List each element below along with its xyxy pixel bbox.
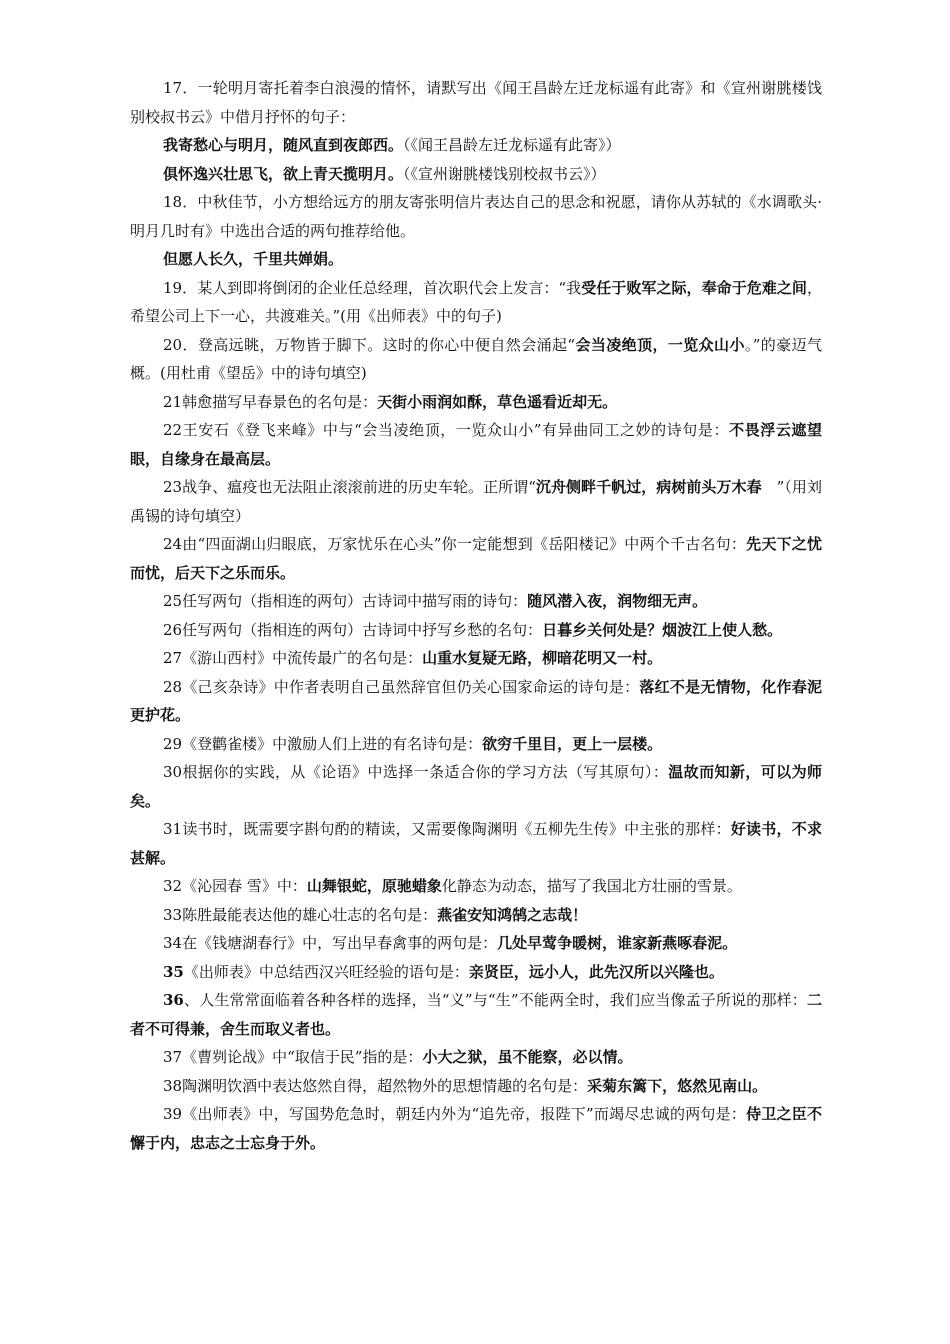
answer-text: 落红不是无情物，化作春泥更护花。 xyxy=(130,677,822,724)
question-item xyxy=(130,473,822,530)
question-text: ，希望公司上下一心，共渡难关。”(用《出师表》中的句子) xyxy=(130,278,822,325)
answer-text: 36 xyxy=(163,991,184,1009)
question-text: 18．中秋佳节，小方想给远方的朋友寄张明信片表达自己的思念和祝愿，请你从苏轼的《水调歌头·明月几时有》中选出合适的两句推荐给他。 xyxy=(130,193,822,240)
question-item xyxy=(130,1072,822,1101)
question-text: 32《沁园春 雪》中： xyxy=(163,877,307,895)
question-item xyxy=(130,160,822,189)
answer-text: 山舞银蛇，原驰蜡象 xyxy=(306,877,442,895)
question-item xyxy=(130,901,822,930)
question-item xyxy=(130,644,822,673)
question-text: 化静态为动态，描写了我国北方壮丽的雪景。 xyxy=(441,877,742,895)
question-item xyxy=(130,274,822,331)
question-text: 19．某人到即将倒闭的企业任总经理，首次职代会上发言：“我 xyxy=(163,278,582,297)
question-text: 28《己亥杂诗》中作者表明自己虽然辞官但仍关心国家命运的诗句是： xyxy=(163,677,640,696)
question-item xyxy=(130,958,822,987)
question-text: 37《曹刿论战》中“取信于民”指的是： xyxy=(163,1048,423,1066)
question-item xyxy=(130,74,822,131)
question-text: 29《登鹳雀楼》中激励人们上进的有名诗句是： xyxy=(163,734,483,753)
question-item xyxy=(130,388,822,417)
question-text: 23战争、瘟疫也无法阻止滚滚前进的历史车轮。正所谓“ xyxy=(163,478,536,496)
answer-text: 天街小雨润如酥，草色遥看近却无。 xyxy=(377,392,618,411)
question-text: 31读书时，既需要字斟句酌的精读，又需要像陶渊明《五柳先生传》中主张的那样： xyxy=(163,820,731,838)
question-item xyxy=(130,758,822,815)
answer-text: 侍卫之臣不懈于内，忠志之士忘身于外。 xyxy=(130,1105,822,1152)
question-item xyxy=(130,416,822,473)
answer-text: 沉舟侧畔千帆过，病树前头万木春 xyxy=(535,478,762,496)
question-item xyxy=(130,331,822,388)
question-text: 39《出师表》中，写国势危急时，朝廷内外为“追先帝，报陛下”而竭尽忠诚的两句是： xyxy=(163,1105,747,1123)
answer-text: 几处早莺争暖树，谁家新燕啄春泥。 xyxy=(497,934,738,952)
answer-text: 日暮乡关何处是？烟波江上使人愁。 xyxy=(542,620,783,639)
question-item xyxy=(130,815,822,872)
question-text: 21韩愈描写早春景色的名句是： xyxy=(163,392,378,411)
question-text: 26任写两句（指相连的两句）古诗词中抒写乡愁的名句： xyxy=(163,620,543,639)
question-text: 27《游山西村》中流传最广的名句是： xyxy=(163,649,423,667)
question-item xyxy=(130,1043,822,1072)
question-item xyxy=(130,673,822,730)
question-item xyxy=(130,1100,822,1157)
question-text: 22王安石《登飞来峰》中与“会当凌绝顶，一览众山小”有异曲同工之妙的诗句是： xyxy=(163,421,730,439)
question-text: 、人生常常面临着各种各样的选择，当“义”与“生”不能两全时，我们应当像孟子所说的那样： xyxy=(183,991,807,1009)
question-item xyxy=(130,587,822,616)
question-item xyxy=(130,929,822,958)
answer-text: 受任于败军之际，奉命于危难之间 xyxy=(581,278,807,297)
question-text: 33陈胜最能表达他的雄心壮志的名句是： xyxy=(163,905,438,924)
answer-text: 二者不可得兼，舍生而取义者也。 xyxy=(130,991,822,1038)
answer-text: 采菊东篱下，悠然见南山。 xyxy=(587,1076,768,1095)
answer-text: 俱怀逸兴壮思飞，欲上青天揽明月。 xyxy=(163,164,404,183)
question-item xyxy=(130,245,822,274)
question-text: 。”的豪迈气概。(用杜甫《望岳》中的诗句填空) xyxy=(130,335,822,382)
answer-text: 小大之狱，虽不能察，必以情。 xyxy=(422,1048,633,1066)
answer-text: 燕雀安知鸿鹄之志哉！ xyxy=(437,905,588,924)
question-text: 17．一轮明月寄托着李白浪漫的情怀，请默写出《闻王昌龄左迁龙标遥有此寄》和《宣州谢朓楼饯别校叔书云》中借月抒怀的句子： xyxy=(130,79,822,126)
question-item xyxy=(130,616,822,645)
question-item xyxy=(130,188,822,245)
question-text: （《宣州谢朓楼饯别校叔书云》） xyxy=(403,164,606,183)
answer-text: 温故而知新，可以为师矣。 xyxy=(130,763,822,810)
answer-text: 欲穷千里目，更上一层楼。 xyxy=(482,734,663,753)
question-text: 25任写两句（指相连的两句）古诗词中描写雨的诗句： xyxy=(163,592,528,610)
question-text: ”（用刘禹锡的诗句填空） xyxy=(130,478,822,525)
question-text: 24由“四面湖山归眼底，万家忧乐在心头”你一定能想到《岳阳楼记》中两个千古名句： xyxy=(163,535,747,553)
answer-text: 我寄愁心与明月，随风直到夜郎西。 xyxy=(163,136,404,154)
question-item xyxy=(130,530,822,587)
answer-text: 但愿人长久，千里共婵娟。 xyxy=(163,250,344,268)
question-item xyxy=(130,872,822,901)
question-item xyxy=(130,131,822,160)
answer-text: 会当凌绝顶，一览众山小 xyxy=(575,335,745,354)
answer-text: 山重水复疑无路，柳暗花明又一村。 xyxy=(422,649,663,667)
question-text: 38陶渊明饮酒中表达悠然自得，超然物外的思想情趣的名句是： xyxy=(163,1076,588,1095)
question-item xyxy=(130,730,822,759)
answer-text: 35 xyxy=(163,962,184,981)
question-item xyxy=(130,986,822,1043)
question-text: 20．登高远眺，万物皆于脚下。这时的你心中便自然会涌起“ xyxy=(163,335,576,354)
answer-text: 随风潜入夜，润物细无声。 xyxy=(527,592,708,610)
question-text: 34在《钱塘湖春行》中，写出早春禽事的两句是： xyxy=(163,934,498,952)
question-text: 30根据你的实践，从《论语》中选择一条适合你的学习方法（写其原句）： xyxy=(163,763,669,781)
question-text: 《出师表》中总结西汉兴旺经验的语句是： xyxy=(183,962,469,981)
question-list xyxy=(130,74,822,1157)
answer-text: 先天下之忧而忧，后天下之乐而乐。 xyxy=(130,535,822,582)
answer-text: 不畏浮云遮望眼，自缘身在最高层。 xyxy=(130,421,822,468)
answer-text: 好读书，不求甚解。 xyxy=(130,820,822,867)
answer-text: 亲贤臣，远小人，此先汉所以兴隆也。 xyxy=(468,962,724,981)
question-text: （《闻王昌龄左迁龙标遥有此寄》） xyxy=(403,136,621,154)
